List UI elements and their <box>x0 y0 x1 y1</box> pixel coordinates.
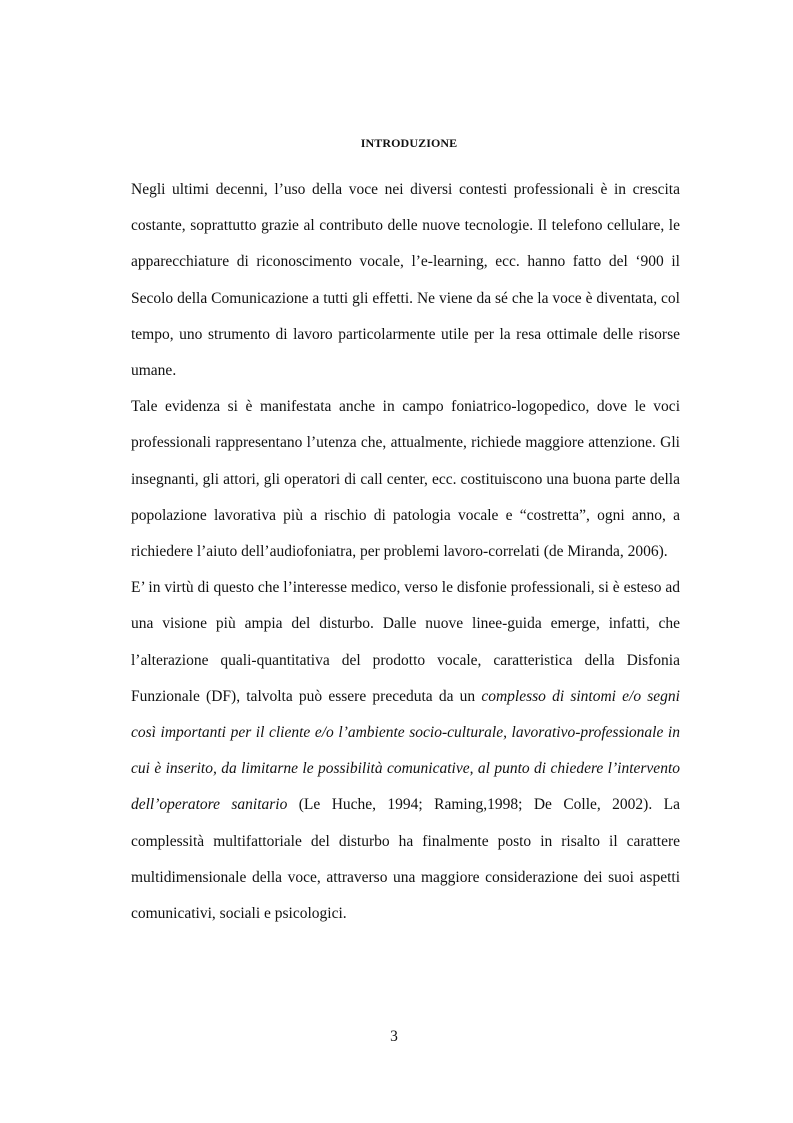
paragraph-3-text-start: E’ in virtù di questo che l’interesse medico, verso le disfonie professionali, si è esteso ad una visione più ampia del disturbo. Dalle nuove linee-guida emerge, infatti, che l’alterazione quali-quantitativa del prodotto vocale, caratteristica della Disfonia Funzionale (DF), talvolta può essere preceduta da un <box>131 579 680 705</box>
paragraph-3-text-end: (Le Huche, 1994; Raming,1998; De Colle, 2002). La complessità multifattoriale del disturbo ha finalmente posto in risalto il carattere multidimensionale della voce, attraverso una maggiore considerazione dei suoi aspetti comunicativi, sociali e psicologici. <box>131 796 680 923</box>
page-number: 3 <box>390 1028 398 1045</box>
paragraph-3 <box>131 570 680 932</box>
paragraph-3-italic-quote: complesso di sintomi e/o segni così importanti per il cliente e/o l’ambiente socio-culturale, lavorativo-professionale in cui è inserito, da limitarne le possibilità comunicative, al punto di chiedere l’intervento dell’operatore sanitario <box>131 687 680 814</box>
paragraph-2 <box>131 389 680 570</box>
body-text <box>131 172 680 932</box>
page-title: INTRODUZIONE <box>360 136 458 150</box>
paragraph-1 <box>131 172 680 389</box>
paragraph-1-text: Negli ultimi decenni, l’uso della voce nei diversi contesti professionali è in crescita costante, soprattutto grazie al contributo delle nuove tecnologie. Il telefono cellulare, le apparecchiature di riconoscimento vocale, l’e-learning, ecc. hanno fatto del ‘900 il Secolo della Comunicazione a tutti gli effetti. Ne viene da sé che la voce è diventata, col tempo, uno strumento di lavoro particolarmente utile per la resa ottimale delle risorse umane. <box>131 181 680 380</box>
paragraph-2-text: Tale evidenza si è manifestata anche in campo foniatrico-logopedico, dove le voci professionali rappresentano l’utenza che, attualmente, richiede maggiore attenzione. Gli insegnanti, gli attori, gli operatori di call center, ecc. costituiscono una buona parte della popolazione lavorativa più a rischio di patologia vocale e “costretta”, ogni anno, a richiedere l’aiuto dell’audiofoniatra, per problemi lavoro-correlati (de Miranda, 2006). <box>131 398 680 561</box>
